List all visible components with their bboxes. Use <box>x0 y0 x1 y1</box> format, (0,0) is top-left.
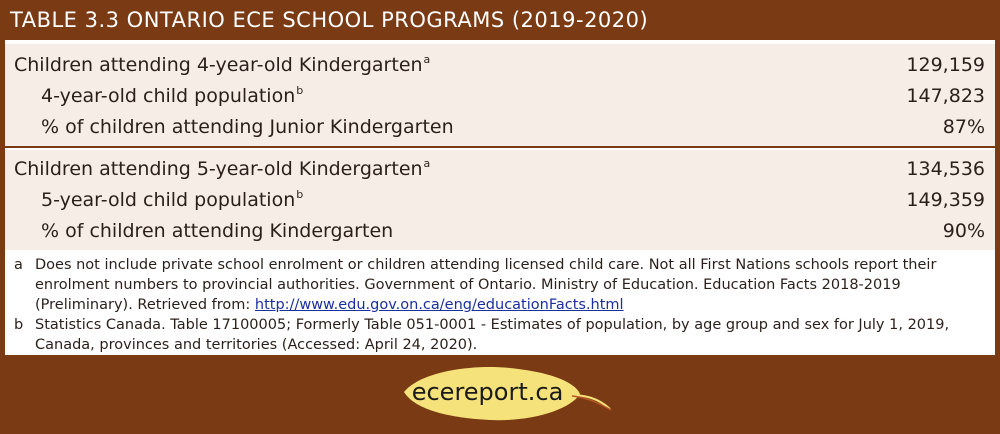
group-4-year-old <box>5 44 995 146</box>
table-row <box>5 50 995 80</box>
footnote-mark: a <box>14 257 23 273</box>
footnote-ref: b <box>296 84 304 97</box>
row-value: 149,359 <box>906 189 985 211</box>
row-label: Children attending 4-year-old Kindergarten$^a$ <box>14 53 431 76</box>
row-label: % of children attending Kindergarten <box>41 220 394 242</box>
logo <box>400 362 615 424</box>
table-title: TABLE 3.3 ONTARIO ECE SCHOOL PROGRAMS (2019-2020) <box>0 0 1000 40</box>
row-value: 134,536 <box>906 158 985 180</box>
table-row <box>5 154 995 184</box>
row-value: 90% <box>942 220 985 242</box>
row-value: 129,159 <box>906 54 985 76</box>
footnote-ref: a <box>423 157 431 170</box>
group-divider <box>5 146 995 148</box>
table-panel <box>5 40 995 355</box>
row-value: 147,823 <box>906 85 985 107</box>
row-value: 87% <box>942 116 985 138</box>
footnote-text: Statistics Canada. Table 17100005; Formerly Table 051-0001 - Estimates of population, by age group and sex for July 1, 2019, Canada, provinces and territories (Accessed: April 24, 2020). <box>35 317 950 353</box>
row-label: % of children attending Junior Kindergarten <box>41 116 454 138</box>
footnote-mark: b <box>14 317 24 333</box>
footnotes <box>5 252 995 355</box>
table-row <box>5 216 995 246</box>
row-label: 4-year-old child population$^b$ <box>41 84 304 107</box>
source-link[interactable]: http://www.edu.gov.on.ca/eng/educationFacts.html <box>254 297 624 313</box>
row-label: Children attending 5-year-old Kindergarten$^a$ <box>14 157 431 180</box>
footnote-ref: b <box>296 188 304 201</box>
table-row <box>5 112 995 142</box>
row-label: 5-year-old child population$^b$ <box>41 188 304 211</box>
logo-text: ecereport.ca <box>411 378 564 406</box>
footnote-ref: a <box>423 53 431 66</box>
table-row <box>5 185 995 215</box>
group-5-year-old <box>5 150 995 250</box>
footnote-text: Does not include private school enrolment or children attending licensed child care. Not all First Nations schools report their enrolment numbers to provincial authorities. Government of Ontario. Ministry of Education. Education Facts 2018-2019 (Preliminary). Retrieved from: http://www.edu.gov.on.ca/eng/educationFacts.html <box>35 257 937 313</box>
table-row <box>5 81 995 111</box>
